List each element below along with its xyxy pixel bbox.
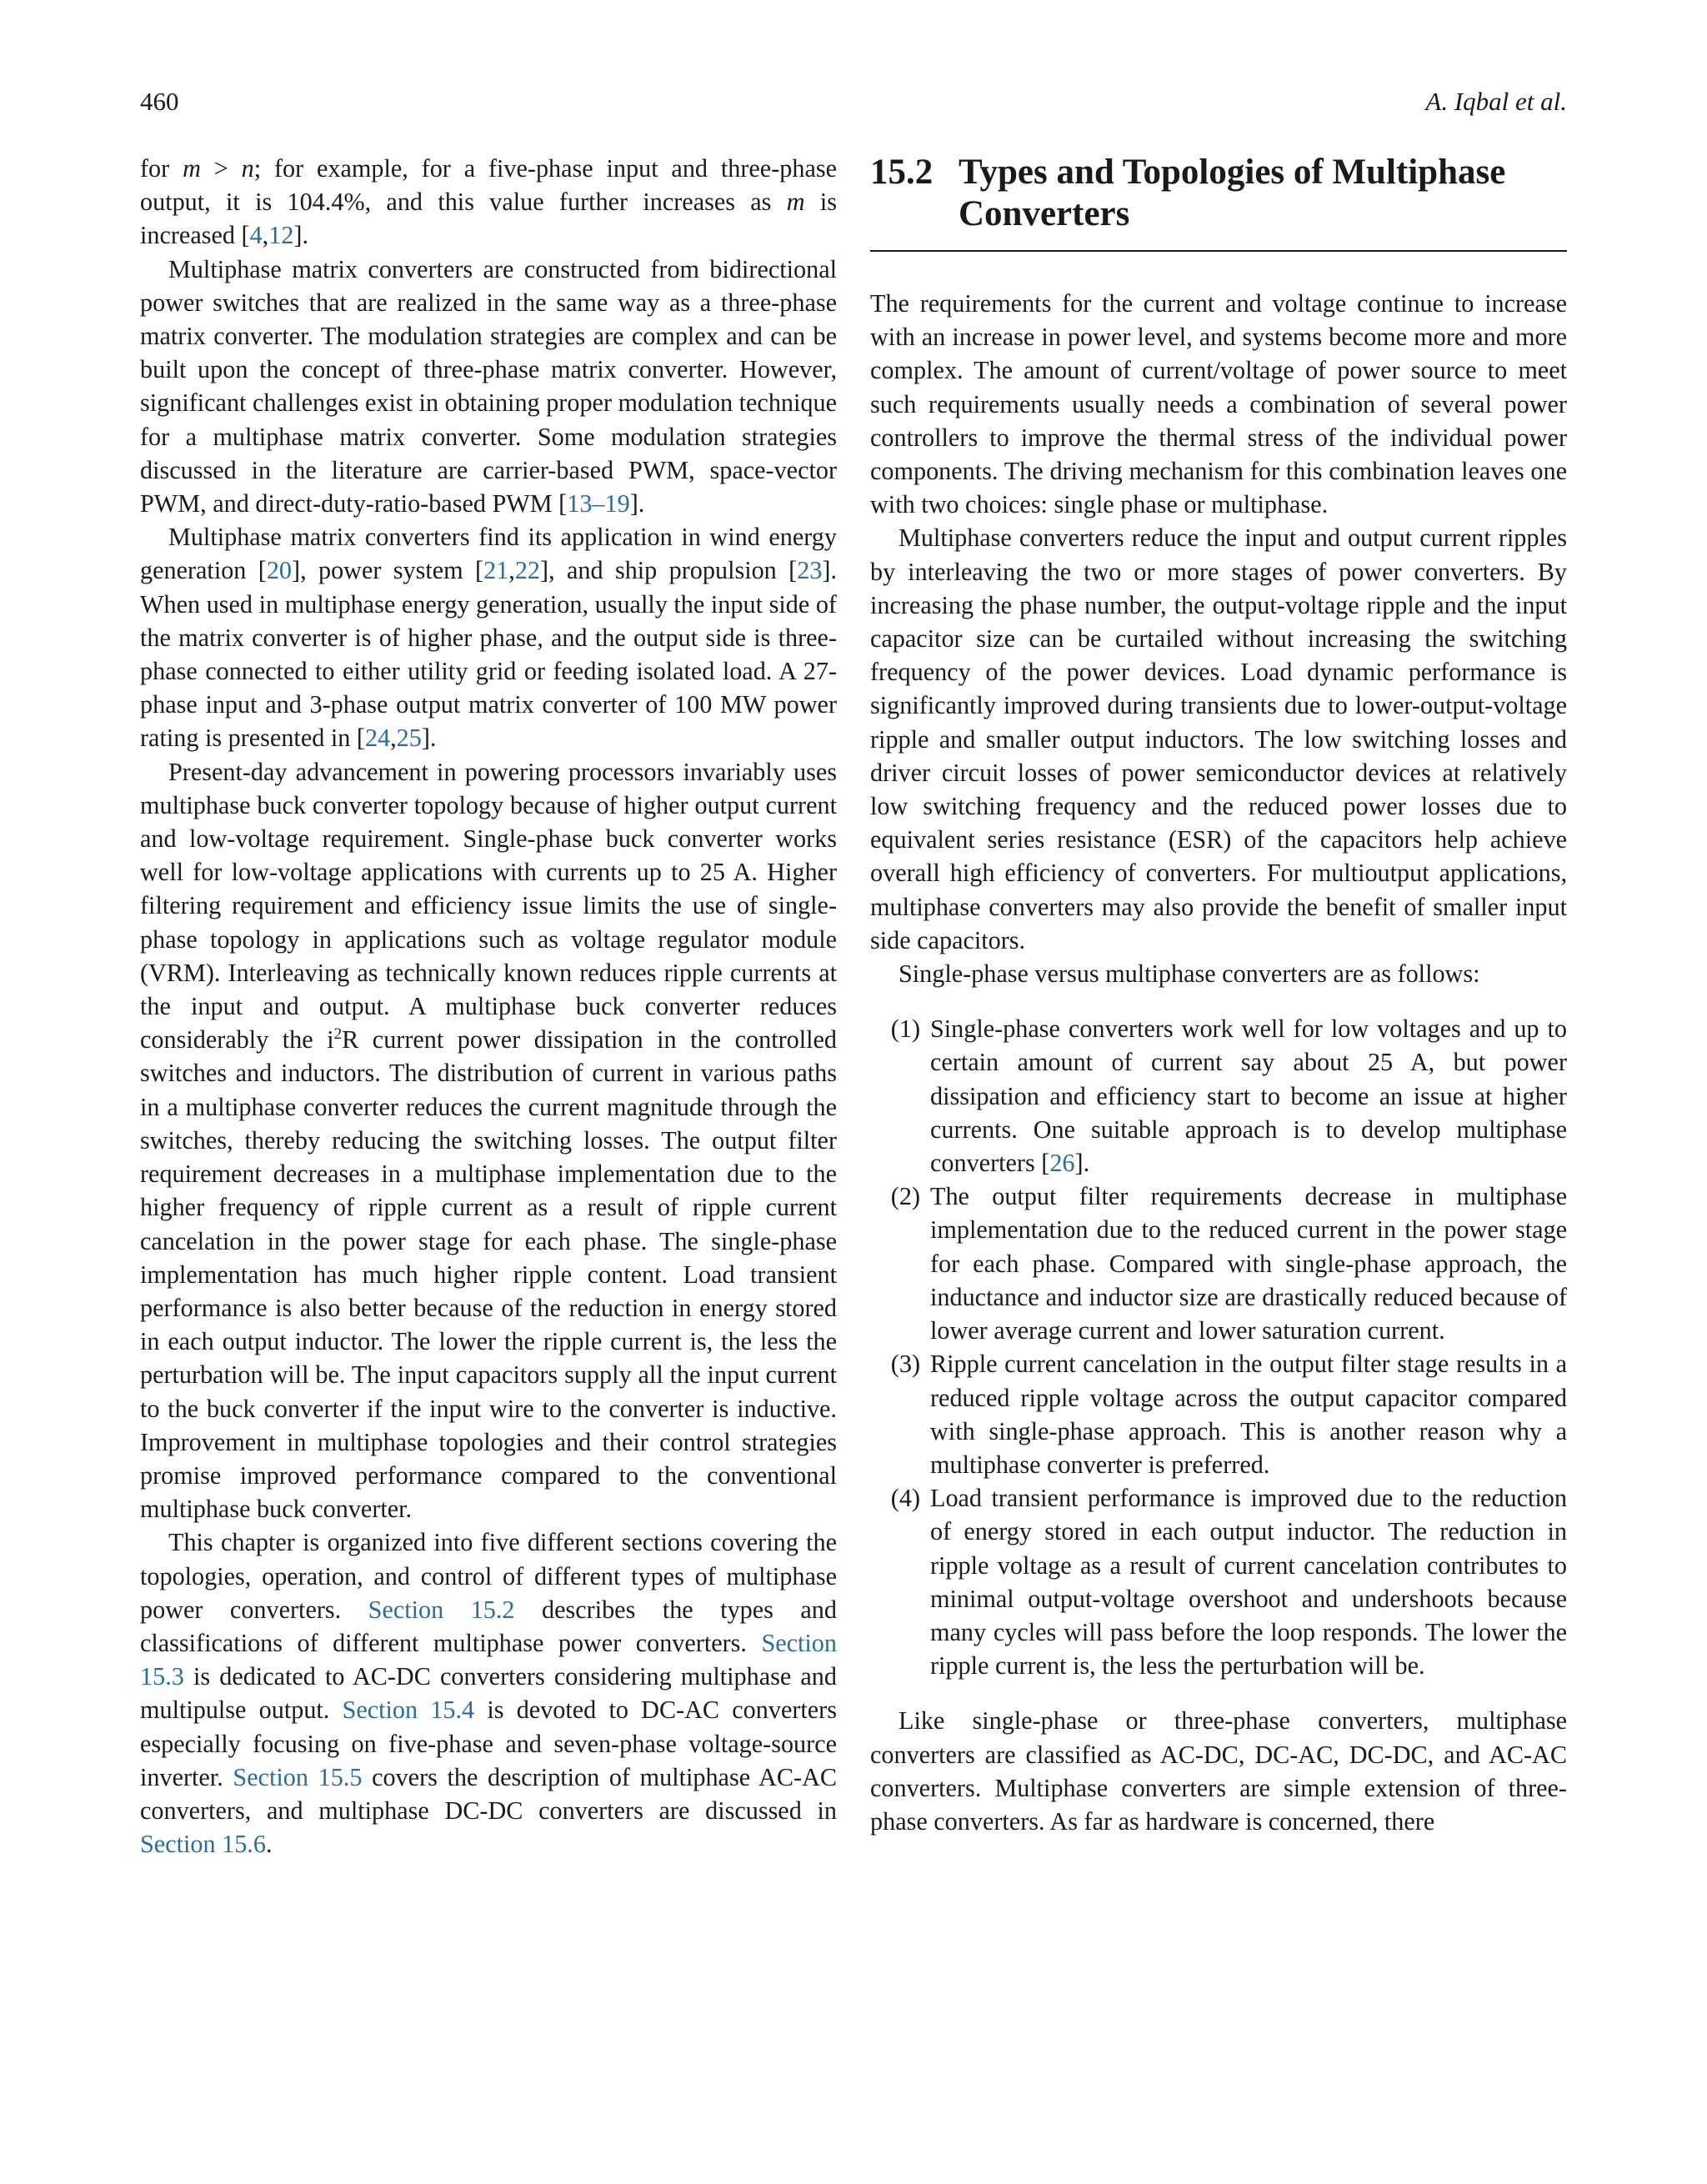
section-number: 15.2	[870, 153, 934, 192]
citation-link[interactable]: 20	[266, 556, 293, 585]
citation-link[interactable]: 12	[268, 221, 294, 250]
list-item-number: (3)	[890, 1350, 920, 1379]
list-item-number: (1)	[890, 1014, 920, 1044]
list-item-text: Single-phase converters work well for low voltages and up to certain amount of current say about 25 A, but power dissipation and efficiency start to become an issue at higher currents. One suitable approach is to develop multiphase converters [26].	[930, 1014, 1567, 1178]
section-heading	[870, 152, 1567, 252]
paragraph: Present-day advancement in powering processors invariably uses multiphase buck converter topology because of higher output current and low-voltage requirement. Single-phase buck converter works well for low-voltage applications with currents up to 25 A. Higher filtering requirement and efficiency issue limits the use of single-phase topology in applications such as voltage regulator module (VRM). Interleaving as technically known reduces ripple currents at the input and output. A multiphase buck converter reduces considerably the $i^2R$ current power dissipation in the controlled switches and inductors. The distribution of current in various paths in a multiphase converter reduces the current magnitude through the switches, thereby reducing the switching losses. The output filter requirement decreases in a multiphase implementation due to the higher frequency of ripple current as a result of ripple current cancelation in the power stage for each phase. The single-phase implementation has much higher ripple content. Load transient performance is also better because of the reduction in energy stored in each output inductor. The lower the ripple current is, the less the perturbation will be. The input capacitors supply all the input current to the buck converter if the input wire to the converter is inductive. Improvement in multiphase topologies and their control strategies promise improved performance compared to the conventional multiphase buck converter.	[140, 757, 837, 1524]
list-item	[870, 1012, 1567, 1180]
paragraph: Multiphase matrix converters find its application in wind energy generation [20], power system [21,22], and ship propulsion [23]. When used in multiphase energy generation, usually the input side of the matrix converter is of higher phase, and the output side is three-phase connected to either utility grid or feeding isolated load. A 27-phase input and 3-phase output matrix converter of 100 MW power rating is presented in [24,25].	[140, 523, 838, 753]
section-title: Types and Topologies of Multiphase Converters	[959, 153, 1506, 233]
section-link[interactable]: Section 15.6	[140, 1830, 266, 1859]
paragraph-continued: for m > n; for example, for a five-phase input and three-phase output, it is 104.4%, and this value further increases as m is increased [4,12].	[140, 154, 838, 250]
citation-link[interactable]: 23	[797, 556, 823, 585]
citation-link[interactable]: 21	[483, 556, 509, 585]
list-item-text: Ripple current cancelation in the output filter stage results in a reduced ripple voltage across the output capacitor compared with single-phase approach. This is another reason why a multiphase converter is preferred.	[930, 1350, 1567, 1479]
list-item-number: (2)	[890, 1182, 920, 1211]
list-item	[870, 1180, 1567, 1347]
list-item-text: The output filter requirements decrease in multiphase implementation due to the reduced current in the power stage for each phase. Compared with single-phase approach, the inductance and inductor size are drastically reduced because of lower average current and lower saturation current.	[930, 1182, 1567, 1345]
paragraph: This chapter is organized into five different sections covering the topologies, operation, and control of different types of multiphase power converters. Section 15.2 describes the types and classifications of different multiphase power converters. Section 15.3 is dedicated to AC-DC converters considering multiphase and multipulse output. Section 15.4 is devoted to DC-AC converters especially focusing on five-phase and seven-phase voltage-source inverter. Section 15.5 covers the description of multiphase AC-AC converters, and multiphase DC-DC converters are discussed in Section 15.6.	[140, 1528, 837, 1859]
paragraph: Single-phase versus multiphase converters are as follows:	[899, 959, 1480, 989]
section-link[interactable]: Section 15.2	[368, 1595, 515, 1624]
section-link[interactable]: Section 15.4	[342, 1696, 475, 1725]
right-column	[870, 152, 1567, 1838]
section-link[interactable]: Section 15.5	[233, 1762, 363, 1791]
paragraph: Multiphase matrix converters are constructed from bidirectional power switches that are realized in the same way as a three-phase matrix converter. The modulation strategies are complex and can be built upon the concept of three-phase matrix converter. However, significant challenges exist in obtaining proper modulation technique for a multiphase matrix converter. Some modulation strategies discussed in the literature are carrier-based PWM, space-vector PWM, and direct-duty-ratio-based PWM [13–19].	[140, 254, 837, 518]
running-head-author: A. Iqbal et al.	[1425, 87, 1567, 116]
paragraph: The requirements for the current and voltage continue to increase with an increase in power level, and systems become more and more complex. The amount of current/voltage of power source to meet such requirements usually needs a combination of several power controllers to improve the thermal stress of the individual power components. The driving mechanism for this combination leaves one with two choices: single phase or multiphase.	[870, 289, 1567, 519]
list-item	[870, 1347, 1567, 1481]
citation-link[interactable]: 22	[514, 556, 541, 585]
citation-link[interactable]: 4	[249, 221, 263, 250]
list-item	[870, 1481, 1567, 1682]
numbered-list	[870, 1012, 1567, 1682]
citation-link[interactable]: 13–19	[567, 489, 630, 518]
paragraph: Multiphase converters reduce the input and output current ripples by interleaving the two or more stages of power converters. By increasing the phase number, the output-voltage ripple and the input capacitor size can be curtailed without increasing the switching frequency of the power devices. Load dynamic performance is significantly improved during transients due to lower-output-voltage ripple and smaller output inductors. The low switching losses and driver circuit losses of power semiconductor devices at relatively low switching frequency and the reduced power losses due to equivalent series resistance (ESR) of the capacitors help achieve overall high efficiency of converters. For multioutput applications, multiphase converters may also provide the benefit of smaller input side capacitors.	[870, 523, 1567, 954]
citation-link[interactable]: 24	[364, 724, 391, 753]
citation-link[interactable]: 26	[1049, 1149, 1075, 1178]
page-number: 460	[140, 87, 179, 116]
left-column	[140, 152, 837, 1861]
citation-link[interactable]: 25	[396, 724, 422, 753]
paragraph: Like single-phase or three-phase converters, multiphase converters are classified as AC-DC, DC-AC, DC-DC, and AC-AC converters. Multiphase converters are simple extension of three-phase converters. As far as hardware is concerned, there	[870, 1706, 1567, 1836]
list-item-text: Load transient performance is improved due to the reduction of energy stored in each output inductor. The reduction in ripple voltage as a result of current cancelation contributes to minimal output-voltage overshoot and undershoots because many cycles will pass before the loop responds. The lower the ripple current is, the less the perturbation will be.	[930, 1484, 1567, 1681]
section-link[interactable]: Section 15.3	[140, 1628, 837, 1691]
list-item-number: (4)	[890, 1484, 920, 1513]
